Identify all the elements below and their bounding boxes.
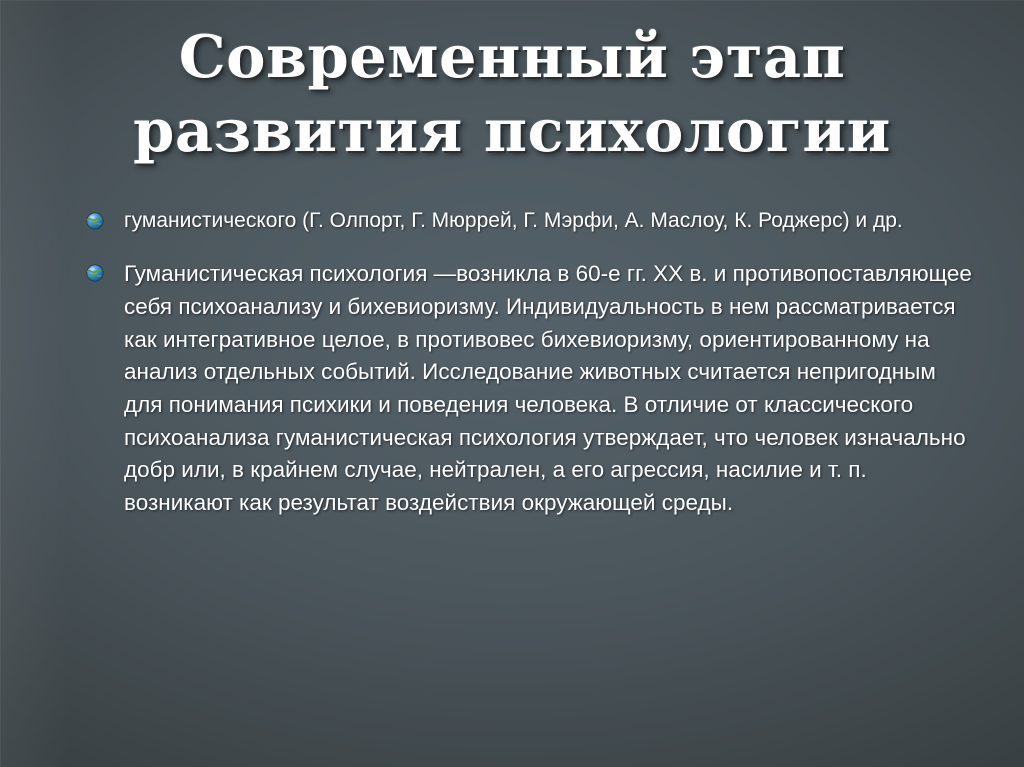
page-title <box>60 20 964 168</box>
list-item-text: гуманистического (Г. Олпорт, Г. Мюррей, Г. Мэрфи, А. Маслоу, К. Роджерс) и др. <box>124 209 903 232</box>
title-line-2: развития психологии <box>133 95 891 165</box>
title-line-1: Современный этап <box>178 22 846 91</box>
globe-bullet-icon <box>86 212 104 230</box>
list-item <box>86 206 976 236</box>
slide-body <box>86 206 976 541</box>
globe-bullet-icon <box>86 264 104 282</box>
list-item-text: Гуманистическая психология —возникла в 60-е гг. XX в. и противопоставляющее себя психоанализу и бихевиоризму. Индивидуальность в нем рассматривается как интегративное целое, в противовес бихевиоризму, ориентированному на анализ отдельных событий. Исследование животных считается непригодным для понимания психики и поведения человека. В отличие от классического психоанализа гуманистическая психология утверждает, что человек изначально добр или, в крайнем случае, нейтрален, а его агрессия, насилие и т. п. возникают как результат воздействия окружающей среды. <box>124 261 972 515</box>
list-item <box>86 258 976 519</box>
